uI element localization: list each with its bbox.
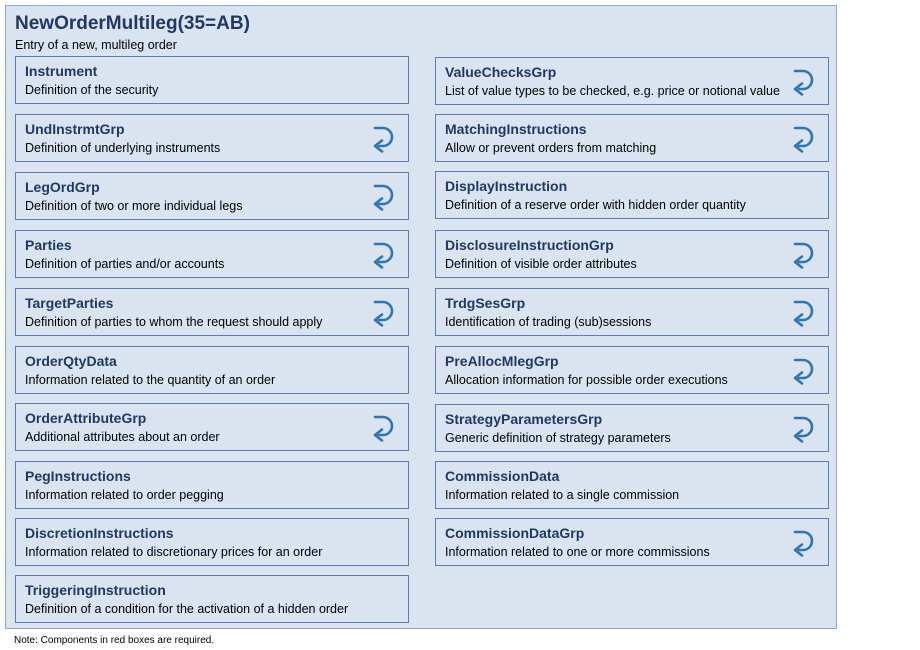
message-title: NewOrderMultileg(35=AB) xyxy=(15,13,250,34)
component-matching-instructions xyxy=(435,114,829,162)
repeat-arrow-icon xyxy=(792,415,816,443)
component-name: DiscretionInstructions xyxy=(25,525,174,541)
component-disclosure-instruction-grp xyxy=(435,230,829,278)
component-commission-data xyxy=(435,461,829,509)
component-description: List of value types to be checked, e.g. price or notional value xyxy=(445,84,780,98)
component-trdg-ses-grp xyxy=(435,288,829,336)
component-name: PreAllocMlegGrp xyxy=(445,353,559,369)
component-commission-data-grp xyxy=(435,518,829,566)
component-und-instrmt-grp xyxy=(15,114,409,162)
component-name: OrderQtyData xyxy=(25,353,117,369)
component-description: Information related to order pegging xyxy=(25,488,224,502)
component-description: Allow or prevent orders from matching xyxy=(445,141,657,155)
component-name: MatchingInstructions xyxy=(445,121,587,137)
component-name: TrdgSesGrp xyxy=(445,295,526,311)
repeat-arrow-icon xyxy=(792,529,816,557)
repeat-arrow-icon xyxy=(372,241,396,269)
component-description: Definition of the security xyxy=(25,83,159,97)
component-value-checks-grp xyxy=(435,57,829,105)
component-name: ValueChecksGrp xyxy=(445,64,557,80)
component-description: Information related to one or more commissions xyxy=(445,545,710,559)
component-name: DisclosureInstructionGrp xyxy=(445,237,614,253)
repeat-arrow-icon xyxy=(792,68,816,96)
repeat-arrow-icon xyxy=(372,183,396,211)
message-subtitle: Entry of a new, multileg order xyxy=(15,38,177,52)
component-description: Allocation information for possible order executions xyxy=(445,373,728,387)
repeat-arrow-icon xyxy=(372,414,396,442)
component-name: CommissionDataGrp xyxy=(445,525,585,541)
component-pre-alloc-mleg-grp xyxy=(435,346,829,394)
repeat-arrow-icon xyxy=(792,357,816,385)
component-target-parties xyxy=(15,288,409,336)
component-description: Information related to a single commission xyxy=(445,488,680,502)
component-description: Additional attributes about an order xyxy=(25,430,220,444)
repeat-arrow-icon xyxy=(792,241,816,269)
component-display-instruction xyxy=(435,171,829,219)
component-name: Instrument xyxy=(25,63,98,79)
component-description: Definition of a reserve order with hidden order quantity xyxy=(445,198,746,212)
component-description: Information related to discretionary prices for an order xyxy=(25,545,323,559)
footnote: Note: Components in red boxes are required. xyxy=(14,635,215,646)
component-description: Definition of underlying instruments xyxy=(25,141,221,155)
component-description: Definition of visible order attributes xyxy=(445,257,637,271)
component-order-qty-data xyxy=(15,346,409,394)
component-instrument xyxy=(15,56,409,104)
repeat-arrow-icon xyxy=(372,299,396,327)
component-parties xyxy=(15,230,409,278)
component-description: Definition of parties and/or accounts xyxy=(25,257,225,271)
component-description: Information related to the quantity of an order xyxy=(25,373,276,387)
component-name: LegOrdGrp xyxy=(25,179,100,195)
component-triggering-instruction xyxy=(15,575,409,623)
repeat-arrow-icon xyxy=(792,299,816,327)
component-description: Generic definition of strategy parameters xyxy=(445,431,671,445)
repeat-arrow-icon xyxy=(372,125,396,153)
component-description: Identification of trading (sub)sessions xyxy=(445,315,652,329)
component-name: TriggeringInstruction xyxy=(25,582,166,598)
component-peg-instructions xyxy=(15,461,409,509)
component-description: Definition of parties to whom the request should apply xyxy=(25,315,323,329)
component-strategy-parameters-grp xyxy=(435,404,829,452)
repeat-arrow-icon xyxy=(792,125,816,153)
component-leg-ord-grp xyxy=(15,172,409,220)
component-description: Definition of a condition for the activation of a hidden order xyxy=(25,602,349,616)
component-name: UndInstrmtGrp xyxy=(25,121,125,137)
component-name: Parties xyxy=(25,237,72,253)
component-name: CommissionData xyxy=(445,468,560,484)
component-description: Definition of two or more individual legs xyxy=(25,199,243,213)
component-name: OrderAttributeGrp xyxy=(25,410,147,426)
component-name: DisplayInstruction xyxy=(445,178,568,194)
component-discretion-instructions xyxy=(15,518,409,566)
component-order-attribute-grp xyxy=(15,403,409,451)
component-name: StrategyParametersGrp xyxy=(445,411,603,427)
component-name: TargetParties xyxy=(25,295,114,311)
component-name: PegInstructions xyxy=(25,468,131,484)
